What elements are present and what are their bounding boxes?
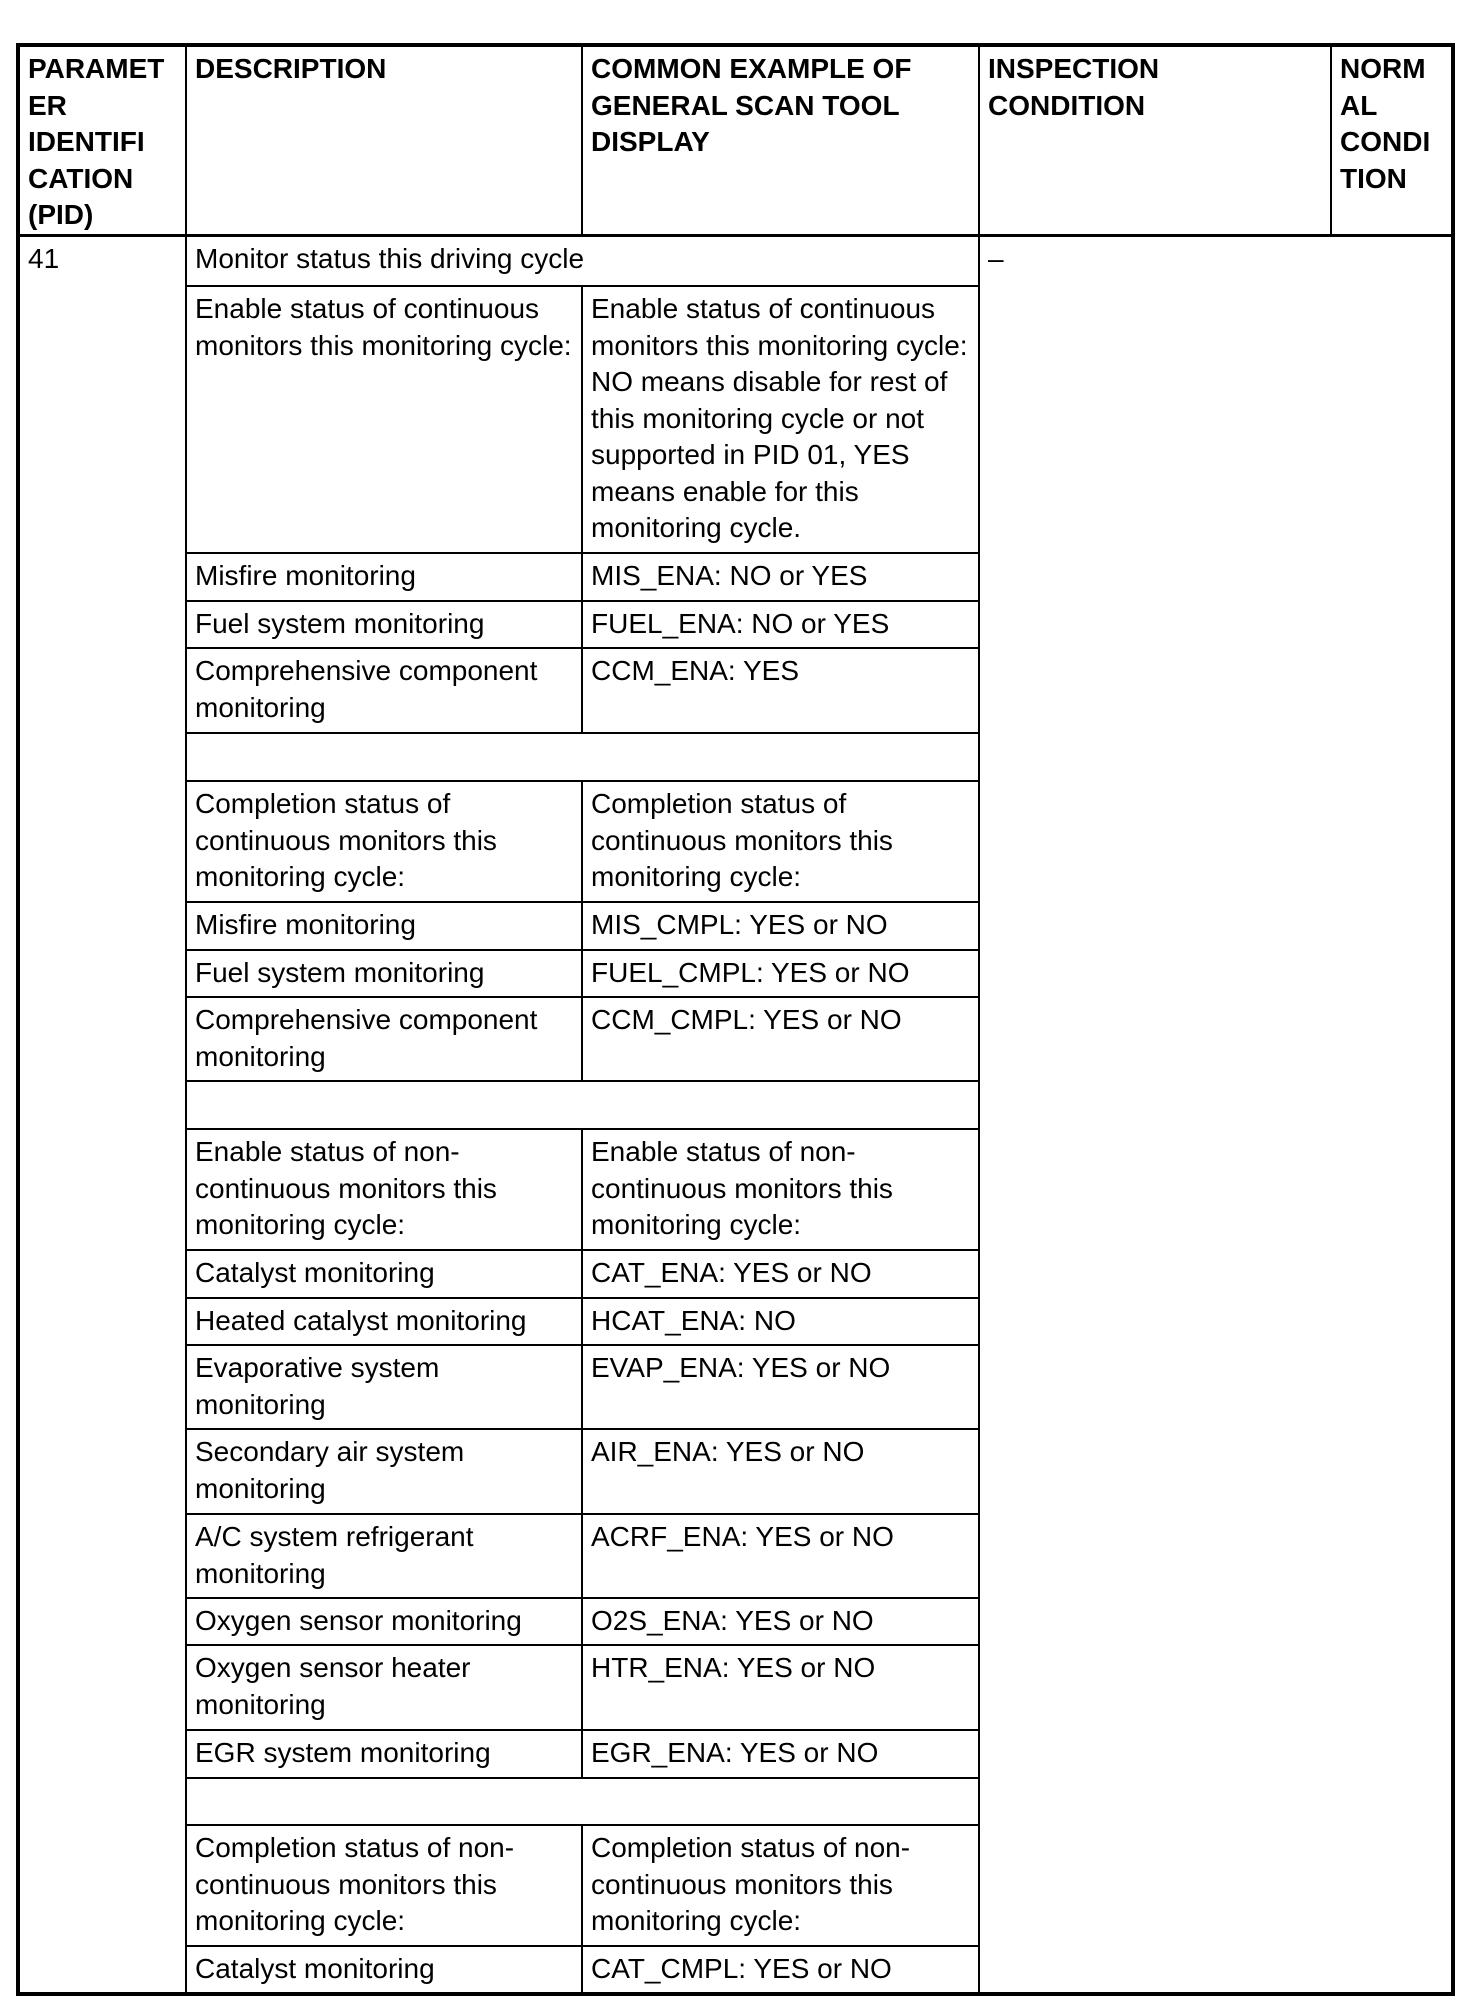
example-cell: CAT_CMPL: YES or NO bbox=[582, 1946, 979, 1994]
description-cell: Fuel system monitoring bbox=[186, 950, 582, 997]
title-row-text: Monitor status this driving cycle bbox=[186, 235, 979, 286]
description-cell: Fuel system monitoring bbox=[186, 601, 582, 648]
example-cell: AIR_ENA: YES or NO bbox=[582, 1429, 979, 1514]
description-cell: Comprehensive component monitoring bbox=[186, 997, 582, 1081]
header-description: DESCRIPTION bbox=[186, 45, 582, 235]
description-cell: Secondary air system monitoring bbox=[186, 1429, 582, 1514]
description-cell: Misfire monitoring bbox=[186, 902, 582, 950]
description-cell: EGR system monitoring bbox=[186, 1730, 582, 1778]
example-cell: CAT_ENA: YES or NO bbox=[582, 1250, 979, 1298]
pid-value: 41 bbox=[18, 235, 186, 1994]
header-normal: NORM AL CONDI TION bbox=[1331, 45, 1453, 235]
example-cell: ACRF_ENA: YES or NO bbox=[582, 1514, 979, 1598]
description-cell: Enable status of continuous monitors this monitoring cycle: bbox=[186, 286, 582, 553]
description-cell: Heated catalyst monitoring bbox=[186, 1298, 582, 1345]
example-cell: EVAP_ENA: YES or NO bbox=[582, 1345, 979, 1429]
example-cell: CCM_CMPL: YES or NO bbox=[582, 997, 979, 1081]
description-cell: Catalyst monitoring bbox=[186, 1250, 582, 1298]
description-cell: Catalyst monitoring bbox=[186, 1946, 582, 1994]
spacer-cell bbox=[186, 1778, 979, 1825]
description-cell: Evaporative system monitoring bbox=[186, 1345, 582, 1429]
description-cell: Enable status of non-continuous monitors this monitoring cycle: bbox=[186, 1129, 582, 1250]
description-cell: Oxygen sensor heater monitoring bbox=[186, 1645, 582, 1730]
example-cell: HTR_ENA: YES or NO bbox=[582, 1645, 979, 1730]
header-example: COMMON EXAMPLE OF GENERAL SCAN TOOL DISPLAY bbox=[582, 45, 979, 235]
description-cell: Comprehensive component monitoring bbox=[186, 648, 582, 733]
title-row bbox=[18, 235, 1453, 286]
example-cell: Completion status of non-continuous monitors this monitoring cycle: bbox=[582, 1825, 979, 1946]
description-cell: Oxygen sensor monitoring bbox=[186, 1598, 582, 1645]
description-cell: Completion status of continuous monitors this monitoring cycle: bbox=[186, 781, 582, 902]
example-cell: Completion status of continuous monitors this monitoring cycle: bbox=[582, 781, 979, 902]
header-pid: PARAMET ER IDENTIFI CATION (PID) bbox=[18, 45, 186, 235]
example-cell: FUEL_CMPL: YES or NO bbox=[582, 950, 979, 997]
example-cell: HCAT_ENA: NO bbox=[582, 1298, 979, 1345]
pid-table bbox=[16, 43, 1455, 1996]
example-cell: Enable status of non-continuous monitors this monitoring cycle: bbox=[582, 1129, 979, 1250]
inspection-value: – bbox=[979, 235, 1453, 1994]
example-cell: EGR_ENA: YES or NO bbox=[582, 1730, 979, 1778]
example-cell: CCM_ENA: YES bbox=[582, 648, 979, 733]
example-cell: Enable status of continuous monitors this monitoring cycle: NO means disable for rest of this monitoring cycle or not supported in PID 01, YES means enable for this monitoring cycle. bbox=[582, 286, 979, 553]
header-inspection: INSPECTION CONDITION bbox=[979, 45, 1331, 235]
description-cell: Completion status of non-continuous monitors this monitoring cycle: bbox=[186, 1825, 582, 1946]
description-cell: A/C system refrigerant monitoring bbox=[186, 1514, 582, 1598]
example-cell: MIS_ENA: NO or YES bbox=[582, 553, 979, 601]
description-cell: Misfire monitoring bbox=[186, 553, 582, 601]
example-cell: FUEL_ENA: NO or YES bbox=[582, 601, 979, 648]
example-cell: MIS_CMPL: YES or NO bbox=[582, 902, 979, 950]
spacer-cell bbox=[186, 733, 979, 781]
spacer-cell bbox=[186, 1081, 979, 1129]
header-row bbox=[18, 45, 1453, 235]
example-cell: O2S_ENA: YES or NO bbox=[582, 1598, 979, 1645]
